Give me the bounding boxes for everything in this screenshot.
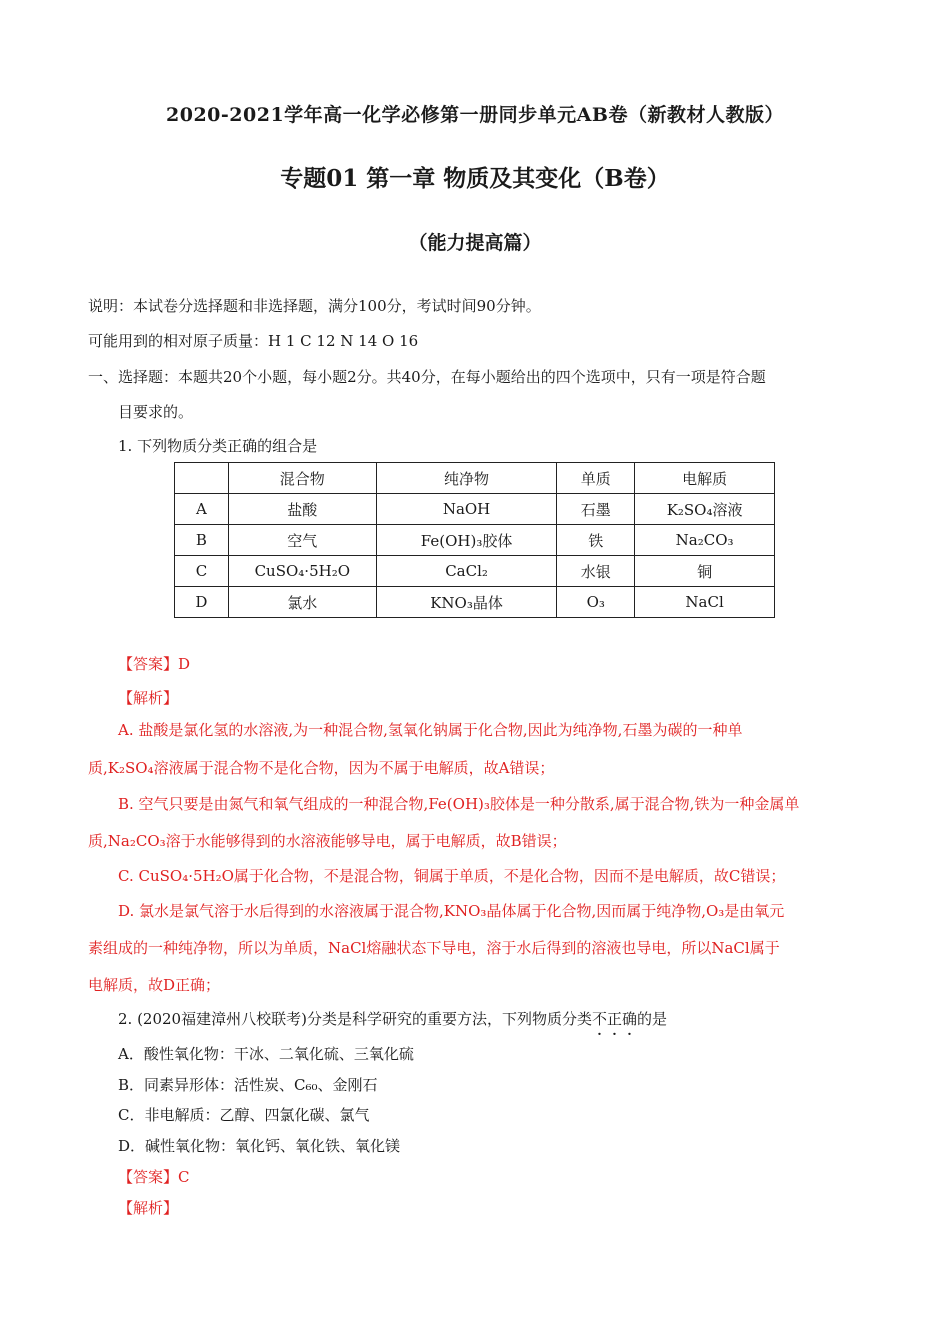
option-b: B．同素异形体：活性炭、C₆₀、金刚石 [118, 1076, 378, 1094]
table-header-row [175, 463, 775, 494]
table-header-cell: 混合物 [228, 463, 376, 494]
analysis-line: D. 氯水是氯气溶于水后得到的水溶液属于混合物,KNO₃晶体属于化合物,因而属于纯净物,O₃是由氧元 [118, 902, 785, 920]
table-header-cell: 电解质 [635, 463, 775, 494]
question-1-stem: 1. 下列物质分类正确的组合是 [118, 437, 318, 455]
analysis-line: A. 盐酸是氯化氢的水溶液,为一种混合物,氢氧化钠属于化合物,因此为纯净物,石墨为碳的一种单 [118, 721, 743, 739]
option-c: C．非电解质：乙醇、四氯化碳、氯气 [118, 1106, 370, 1124]
table-cell: A [175, 494, 229, 525]
table-cell: K₂SO₄溶液 [635, 494, 775, 525]
table-row [175, 556, 775, 587]
analysis-line: C. CuSO₄·5H₂O属于化合物，不是混合物，铜属于单质，不是化合物，因而不是电解质，故C错误； [118, 867, 786, 885]
analysis-line: 素组成的一种纯净物，所以为单质，NaCl熔融状态下导电，溶于水后得到的溶液也导电，所以NaCl属于 [88, 939, 780, 957]
table-row [175, 525, 775, 556]
table-cell: NaOH [376, 494, 557, 525]
question-1-answer: 【答案】D [118, 655, 191, 673]
table-cell: Fe(OH)₃胶体 [376, 525, 557, 556]
table-cell: 水银 [557, 556, 635, 587]
emphasis-char: 确 [622, 1010, 638, 1028]
question-2-stem-suffix: 的是 [637, 1010, 668, 1028]
question-2-analysis-label: 【解析】 [118, 1199, 179, 1217]
table-header-cell [175, 463, 229, 494]
table-cell: C [175, 556, 229, 587]
analysis-line: 质,K₂SO₄溶液属于混合物不是化合物，因为不属于电解质，故A错误； [88, 759, 555, 777]
table-cell: CuSO₄·5H₂O [228, 556, 376, 587]
question-2-stem-prefix: 2. (2020福建漳州八校联考)分类是科学研究的重要方法，下列物质分类 [118, 1010, 592, 1028]
analysis-line: 电解质，故D正确； [88, 976, 221, 994]
atomic-mass-note: 可能用到的相对原子质量：H 1 C 12 N 14 O 16 [88, 332, 419, 350]
table-header-cell: 单质 [557, 463, 635, 494]
table-cell: O₃ [557, 587, 635, 618]
question-2-answer: 【答案】C [118, 1168, 190, 1186]
exam-note: 说明：本试卷分选择题和非选择题，满分100分，考试时间90分钟。 [88, 297, 541, 315]
table-cell: 空气 [228, 525, 376, 556]
table-cell: CaCl₂ [376, 556, 557, 587]
option-d: D．碱性氧化物：氧化钙、氧化铁、氧化镁 [118, 1137, 401, 1155]
section-heading-line2: 目要求的。 [118, 403, 194, 421]
table-cell: 铁 [557, 525, 635, 556]
emphasis-char: 不 [591, 1010, 607, 1028]
classification-table [174, 462, 775, 618]
question-2-stem [118, 1009, 667, 1029]
analysis-line: 质,Na₂CO₃溶于水能够得到的水溶液能够导电，属于电解质，故B错误； [88, 832, 567, 850]
analysis-line: B. 空气只要是由氮气和氧气组成的一种混合物,Fe(OH)₃胶体是一种分散系,属于混合物,铁为一种金属单 [118, 795, 800, 813]
table-row [175, 587, 775, 618]
table-cell: B [175, 525, 229, 556]
level-title: （能力提高篇） [408, 232, 542, 254]
question-1-analysis-label: 【解析】 [118, 689, 179, 707]
table-cell: NaCl [635, 587, 775, 618]
option-a: A．酸性氧化物：干冰、二氧化硫、三氧化硫 [118, 1045, 414, 1063]
table-cell: Na₂CO₃ [635, 525, 775, 556]
emphasis-char: 正 [606, 1010, 622, 1028]
table-header-cell: 纯净物 [376, 463, 557, 494]
table-cell: KNO₃晶体 [376, 587, 557, 618]
table-cell: D [175, 587, 229, 618]
table-cell: 铜 [635, 556, 775, 587]
table-cell: 氯水 [228, 587, 376, 618]
table-cell: 盐酸 [228, 494, 376, 525]
table-row [175, 494, 775, 525]
document-title: 2020-2021学年高一化学必修第一册同步单元AB卷（新教材人教版） [166, 104, 784, 126]
table-cell: 石墨 [557, 494, 635, 525]
section-heading-line1: 一、选择题：本题共20个小题，每小题2分。共40分，在每小题给出的四个选项中，只有一项是符合题 [88, 368, 766, 386]
chapter-title: 专题01 第一章 物质及其变化（B卷） [280, 165, 670, 192]
